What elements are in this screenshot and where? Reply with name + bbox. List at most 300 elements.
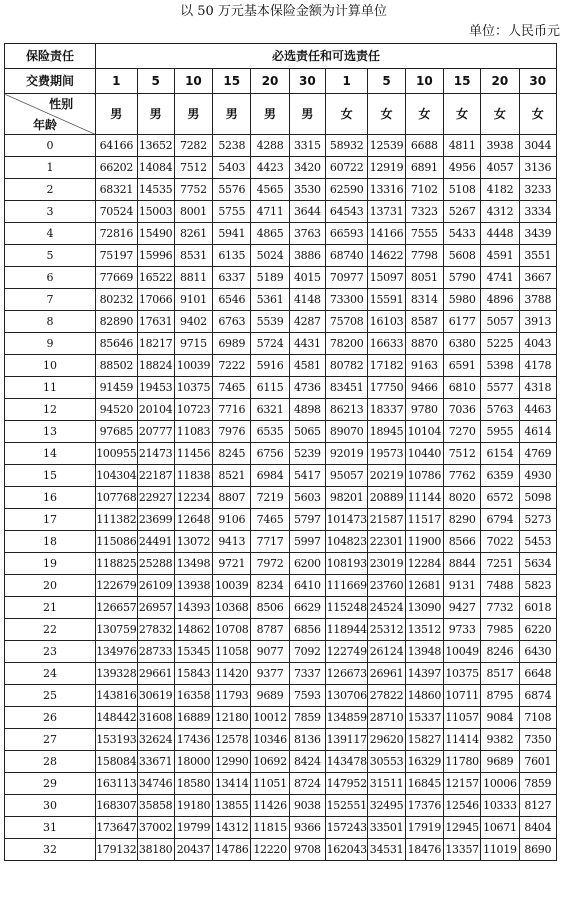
- table-row: [5, 201, 557, 223]
- age-cell: 15: [5, 465, 96, 487]
- premium-cell: 6794: [481, 509, 519, 531]
- premium-cell: 104823: [325, 531, 367, 553]
- premium-cell: 5433: [443, 223, 480, 245]
- premium-cell: 14862: [174, 619, 212, 641]
- premium-cell: 8531: [174, 245, 212, 267]
- gender-row: [5, 94, 557, 135]
- premium-cell: 29661: [137, 663, 174, 685]
- premium-cell: 15345: [174, 641, 212, 663]
- premium-cell: 13090: [405, 597, 443, 619]
- premium-cell: 10692: [251, 751, 289, 773]
- premium-cell: 6430: [519, 641, 556, 663]
- age-cell: 10: [5, 355, 96, 377]
- table-row: [5, 245, 557, 267]
- premium-cell: 17750: [368, 377, 405, 399]
- gender-cell: 男: [96, 94, 137, 135]
- premium-cell: 3938: [481, 135, 519, 157]
- premium-cell: 168307: [96, 795, 137, 817]
- premium-cell: 22927: [137, 487, 174, 509]
- premium-cell: 6989: [213, 333, 251, 355]
- premium-cell: 6810: [443, 377, 480, 399]
- table-row: [5, 729, 557, 751]
- age-cell: 0: [5, 135, 96, 157]
- premium-cell: 152551: [325, 795, 367, 817]
- premium-cell: 139328: [96, 663, 137, 685]
- premium-cell: 4614: [519, 421, 556, 443]
- age-cell: 17: [5, 509, 96, 531]
- premium-cell: 143478: [325, 751, 367, 773]
- premium-cell: 4423: [251, 157, 289, 179]
- gender-cell: 女: [519, 94, 556, 135]
- premium-cell: 7972: [251, 553, 289, 575]
- age-cell: 20: [5, 575, 96, 597]
- table-row: [5, 355, 557, 377]
- payment-period-cell: 1: [96, 69, 137, 94]
- table-row: [5, 751, 557, 773]
- premium-cell: 9084: [481, 707, 519, 729]
- table-row: [5, 509, 557, 531]
- premium-cell: 3886: [289, 245, 325, 267]
- premium-cell: 5417: [289, 465, 325, 487]
- premium-cell: 88502: [96, 355, 137, 377]
- gender-cell: 女: [481, 94, 519, 135]
- premium-cell: 3044: [519, 135, 556, 157]
- premium-cell: 8127: [519, 795, 556, 817]
- premium-cell: 3530: [289, 179, 325, 201]
- premium-cell: 7465: [251, 509, 289, 531]
- premium-cell: 5603: [289, 487, 325, 509]
- premium-cell: 26124: [368, 641, 405, 663]
- premium-cell: 18476: [405, 839, 443, 861]
- premium-cell: 9382: [481, 729, 519, 751]
- premium-cell: 4811: [443, 135, 480, 157]
- premium-cell: 15337: [405, 707, 443, 729]
- premium-cell: 11058: [213, 641, 251, 663]
- premium-cell: 104304: [96, 465, 137, 487]
- premium-cell: 6177: [443, 311, 480, 333]
- premium-cell: 134859: [325, 707, 367, 729]
- premium-cell: 15591: [368, 289, 405, 311]
- premium-cell: 8517: [481, 663, 519, 685]
- premium-cell: 4287: [289, 311, 325, 333]
- premium-cell: 147952: [325, 773, 367, 795]
- premium-cell: 8051: [405, 267, 443, 289]
- table-row: [5, 399, 557, 421]
- premium-cell: 143816: [96, 685, 137, 707]
- premium-cell: 5997: [289, 531, 325, 553]
- premium-cell: 4565: [251, 179, 289, 201]
- age-cell: 4: [5, 223, 96, 245]
- payment-period-cell: 30: [519, 69, 556, 94]
- premium-cell: 8261: [174, 223, 212, 245]
- premium-cell: 3667: [519, 267, 556, 289]
- premium-cell: 27822: [368, 685, 405, 707]
- premium-cell: 162043: [325, 839, 367, 861]
- premium-cell: 7251: [481, 553, 519, 575]
- premium-cell: 6874: [519, 685, 556, 707]
- premium-cell: 8234: [251, 575, 289, 597]
- premium-cell: 33501: [368, 817, 405, 839]
- age-cell: 32: [5, 839, 96, 861]
- premium-cell: 11426: [251, 795, 289, 817]
- premium-cell: 16889: [174, 707, 212, 729]
- premium-cell: 8787: [251, 619, 289, 641]
- premium-cell: 4178: [519, 355, 556, 377]
- premium-cell: 6135: [213, 245, 251, 267]
- premium-cell: 13512: [405, 619, 443, 641]
- age-corner-label: 年龄: [33, 118, 58, 132]
- premium-cell: 3334: [519, 201, 556, 223]
- premium-cell: 9715: [174, 333, 212, 355]
- premium-cell: 9733: [443, 619, 480, 641]
- premium-cell: 5916: [251, 355, 289, 377]
- premium-cell: 7465: [213, 377, 251, 399]
- table-row: [5, 223, 557, 245]
- premium-cell: 10368: [213, 597, 251, 619]
- premium-cell: 13948: [405, 641, 443, 663]
- premium-cell: 101473: [325, 509, 367, 531]
- premium-cell: 6984: [251, 465, 289, 487]
- premium-cell: 9377: [251, 663, 289, 685]
- premium-cell: 4148: [289, 289, 325, 311]
- premium-cell: 14860: [405, 685, 443, 707]
- premium-cell: 7512: [443, 443, 480, 465]
- age-cell: 13: [5, 421, 96, 443]
- age-cell: 8: [5, 311, 96, 333]
- premium-cell: 11838: [174, 465, 212, 487]
- premium-cell: 23699: [137, 509, 174, 531]
- premium-cell: 10006: [481, 773, 519, 795]
- table-row: [5, 795, 557, 817]
- premium-cell: 13652: [137, 135, 174, 157]
- payment-period-cell: 15: [213, 69, 251, 94]
- premium-cell: 26957: [137, 597, 174, 619]
- age-cell: 19: [5, 553, 96, 575]
- premium-cell: 12919: [368, 157, 405, 179]
- premium-cell: 5797: [289, 509, 325, 531]
- premium-cell: 4736: [289, 377, 325, 399]
- premium-cell: 72816: [96, 223, 137, 245]
- premium-cell: 4318: [519, 377, 556, 399]
- premium-cell: 12539: [368, 135, 405, 157]
- premium-cell: 4741: [481, 267, 519, 289]
- premium-cell: 4581: [289, 355, 325, 377]
- premium-cell: 8587: [405, 311, 443, 333]
- premium-cell: 8245: [213, 443, 251, 465]
- unit-label: 单位：人民币元: [468, 24, 560, 39]
- premium-cell: 16103: [368, 311, 405, 333]
- premium-cell: 62590: [325, 179, 367, 201]
- premium-cell: 34531: [368, 839, 405, 861]
- gender-cell: 男: [289, 94, 325, 135]
- premium-cell: 7222: [213, 355, 251, 377]
- premium-cell: 64543: [325, 201, 367, 223]
- premium-cell: 7488: [481, 575, 519, 597]
- table-row: [5, 179, 557, 201]
- table-row: [5, 487, 557, 509]
- premium-cell: 12648: [174, 509, 212, 531]
- premium-cell: 92019: [325, 443, 367, 465]
- premium-cell: 18337: [368, 399, 405, 421]
- payment-period-cell: 30: [289, 69, 325, 94]
- premium-cell: 6591: [443, 355, 480, 377]
- premium-cell: 34746: [137, 773, 174, 795]
- premium-cell: 12681: [405, 575, 443, 597]
- premium-cell: 7555: [405, 223, 443, 245]
- premium-cell: 3233: [519, 179, 556, 201]
- premium-cell: 21473: [137, 443, 174, 465]
- premium-cell: 75197: [96, 245, 137, 267]
- premium-cell: 13938: [174, 575, 212, 597]
- premium-cell: 66593: [325, 223, 367, 245]
- premium-cell: 8690: [519, 839, 556, 861]
- premium-cell: 38180: [137, 839, 174, 861]
- age-cell: 12: [5, 399, 96, 421]
- premium-cell: 9366: [289, 817, 325, 839]
- premium-cell: 64166: [96, 135, 137, 157]
- premium-cell: 5577: [481, 377, 519, 399]
- premium-cell: 19453: [137, 377, 174, 399]
- gender-corner-label: 性别: [49, 97, 74, 111]
- premium-cell: 12546: [443, 795, 480, 817]
- premium-cell: 6763: [213, 311, 251, 333]
- premium-cell: 8290: [443, 509, 480, 531]
- premium-cell: 10786: [405, 465, 443, 487]
- premium-cell: 66202: [96, 157, 137, 179]
- premium-cell: 17376: [405, 795, 443, 817]
- payment-period-label: 交费期间: [5, 69, 96, 94]
- premium-cell: 26109: [137, 575, 174, 597]
- age-cell: 16: [5, 487, 96, 509]
- premium-cell: 70524: [96, 201, 137, 223]
- gender-cell: 女: [405, 94, 443, 135]
- premium-cell: 5398: [481, 355, 519, 377]
- premium-cell: 5790: [443, 267, 480, 289]
- premium-cell: 4182: [481, 179, 519, 201]
- premium-cell: 10375: [174, 377, 212, 399]
- premium-cell: 12157: [443, 773, 480, 795]
- premium-cell: 95057: [325, 465, 367, 487]
- premium-cell: 158084: [96, 751, 137, 773]
- premium-cell: 9466: [405, 377, 443, 399]
- premium-cell: 30619: [137, 685, 174, 707]
- premium-cell: 10039: [213, 575, 251, 597]
- premium-cell: 122749: [325, 641, 367, 663]
- age-cell: 29: [5, 773, 96, 795]
- table-row: [5, 773, 557, 795]
- premium-cell: 30553: [368, 751, 405, 773]
- premium-cell: 5823: [519, 575, 556, 597]
- liability-row: [5, 44, 557, 69]
- premium-cell: 7219: [251, 487, 289, 509]
- premium-cell: 126673: [325, 663, 367, 685]
- gender-cell: 女: [325, 94, 367, 135]
- premium-cell: 5608: [443, 245, 480, 267]
- premium-cell: 8844: [443, 553, 480, 575]
- premium-cell: 12945: [443, 817, 480, 839]
- premium-cell: 9708: [289, 839, 325, 861]
- premium-cell: 4711: [251, 201, 289, 223]
- premium-cell: 6220: [519, 619, 556, 641]
- premium-cell: 9689: [251, 685, 289, 707]
- premium-cell: 12284: [405, 553, 443, 575]
- gender-age-corner-cell: [5, 94, 96, 135]
- premium-cell: 58932: [325, 135, 367, 157]
- premium-cell: 11456: [174, 443, 212, 465]
- premium-cell: 73300: [325, 289, 367, 311]
- premium-cell: 7593: [289, 685, 325, 707]
- premium-cell: 9163: [405, 355, 443, 377]
- premium-cell: 11057: [443, 707, 480, 729]
- premium-cell: 3644: [289, 201, 325, 223]
- premium-cell: 25288: [137, 553, 174, 575]
- premium-cell: 16845: [405, 773, 443, 795]
- premium-cell: 18580: [174, 773, 212, 795]
- premium-cell: 10671: [481, 817, 519, 839]
- premium-cell: 7102: [405, 179, 443, 201]
- premium-cell: 82890: [96, 311, 137, 333]
- gender-cell: 男: [251, 94, 289, 135]
- table-row: [5, 421, 557, 443]
- premium-cell: 7092: [289, 641, 325, 663]
- premium-cell: 24524: [368, 597, 405, 619]
- premium-cell: 26961: [368, 663, 405, 685]
- premium-cell: 5108: [443, 179, 480, 201]
- premium-cell: 4769: [519, 443, 556, 465]
- premium-cell: 139117: [325, 729, 367, 751]
- premium-cell: 163113: [96, 773, 137, 795]
- premium-cell: 11815: [251, 817, 289, 839]
- premium-cell: 10049: [443, 641, 480, 663]
- premium-cell: 28733: [137, 641, 174, 663]
- premium-cell: 25312: [368, 619, 405, 641]
- premium-cell: 3763: [289, 223, 325, 245]
- premium-cell: 8521: [213, 465, 251, 487]
- premium-cell: 6380: [443, 333, 480, 355]
- payment-period-cell: 15: [443, 69, 480, 94]
- premium-cell: 17066: [137, 289, 174, 311]
- premium-cell: 7601: [519, 751, 556, 773]
- premium-cell: 100955: [96, 443, 137, 465]
- premium-cell: 6891: [405, 157, 443, 179]
- premium-cell: 4312: [481, 201, 519, 223]
- premium-cell: 8404: [519, 817, 556, 839]
- age-cell: 3: [5, 201, 96, 223]
- premium-cell: 77669: [96, 267, 137, 289]
- premium-cell: 8136: [289, 729, 325, 751]
- premium-cell: 7798: [405, 245, 443, 267]
- table-row: [5, 553, 557, 575]
- premium-cell: 5980: [443, 289, 480, 311]
- premium-cell: 23019: [368, 553, 405, 575]
- premium-cell: 3913: [519, 311, 556, 333]
- premium-cell: 24491: [137, 531, 174, 553]
- premium-cell: 4463: [519, 399, 556, 421]
- premium-cell: 108193: [325, 553, 367, 575]
- premium-cell: 7022: [481, 531, 519, 553]
- payment-period-cell: 5: [137, 69, 174, 94]
- premium-cell: 19799: [174, 817, 212, 839]
- table-row: [5, 707, 557, 729]
- premium-cell: 5755: [213, 201, 251, 223]
- premium-cell: 8870: [405, 333, 443, 355]
- document-title: 以 50 万元基本保险金额为计算单位: [180, 4, 387, 19]
- premium-cell: 9780: [405, 399, 443, 421]
- premium-cell: 80232: [96, 289, 137, 311]
- premium-cell: 6115: [251, 377, 289, 399]
- premium-cell: 85646: [96, 333, 137, 355]
- premium-cell: 18824: [137, 355, 174, 377]
- premium-cell: 32495: [368, 795, 405, 817]
- premium-cell: 8246: [481, 641, 519, 663]
- premium-cell: 8001: [174, 201, 212, 223]
- age-cell: 21: [5, 597, 96, 619]
- premium-cell: 6321: [251, 399, 289, 421]
- table-row: [5, 333, 557, 355]
- premium-cell: 5539: [251, 311, 289, 333]
- premium-cell: 20777: [137, 421, 174, 443]
- premium-cell: 7270: [443, 421, 480, 443]
- table-row: [5, 135, 557, 157]
- premium-cell: 31511: [368, 773, 405, 795]
- premium-cell: 10723: [174, 399, 212, 421]
- premium-cell: 3551: [519, 245, 556, 267]
- premium-cell: 11780: [443, 751, 480, 773]
- premium-cell: 9101: [174, 289, 212, 311]
- premium-cell: 12180: [213, 707, 251, 729]
- premium-cell: 115086: [96, 531, 137, 553]
- liability-label: 保险责任: [5, 44, 96, 69]
- premium-cell: 11019: [481, 839, 519, 861]
- premium-cell: 4015: [289, 267, 325, 289]
- premium-cell: 94520: [96, 399, 137, 421]
- premium-cell: 5403: [213, 157, 251, 179]
- premium-cell: 83451: [325, 377, 367, 399]
- premium-cell: 5024: [251, 245, 289, 267]
- premium-cell: 8424: [289, 751, 325, 773]
- premium-cell: 4431: [289, 333, 325, 355]
- premium-cell: 80782: [325, 355, 367, 377]
- premium-cell: 3439: [519, 223, 556, 245]
- premium-cell: 14312: [213, 817, 251, 839]
- premium-cell: 16522: [137, 267, 174, 289]
- age-cell: 26: [5, 707, 96, 729]
- age-cell: 6: [5, 267, 96, 289]
- premium-cell: 28710: [368, 707, 405, 729]
- premium-cell: 12990: [213, 751, 251, 773]
- table-row: [5, 817, 557, 839]
- premium-cell: 4956: [443, 157, 480, 179]
- premium-cell: 5057: [481, 311, 519, 333]
- payment-period-cell: 10: [405, 69, 443, 94]
- premium-cell: 3788: [519, 289, 556, 311]
- premium-cell: 148442: [96, 707, 137, 729]
- age-cell: 1: [5, 157, 96, 179]
- premium-cell: 16329: [405, 751, 443, 773]
- premium-cell: 6629: [289, 597, 325, 619]
- premium-cell: 14397: [405, 663, 443, 685]
- premium-cell: 5189: [251, 267, 289, 289]
- premium-cell: 75708: [325, 311, 367, 333]
- premium-cell: 5955: [481, 421, 519, 443]
- gender-cell: 女: [443, 94, 480, 135]
- table-row: [5, 685, 557, 707]
- premium-cell: 14393: [174, 597, 212, 619]
- premium-cell: 111382: [96, 509, 137, 531]
- premium-cell: 20104: [137, 399, 174, 421]
- age-cell: 24: [5, 663, 96, 685]
- payment-period-cell: 20: [251, 69, 289, 94]
